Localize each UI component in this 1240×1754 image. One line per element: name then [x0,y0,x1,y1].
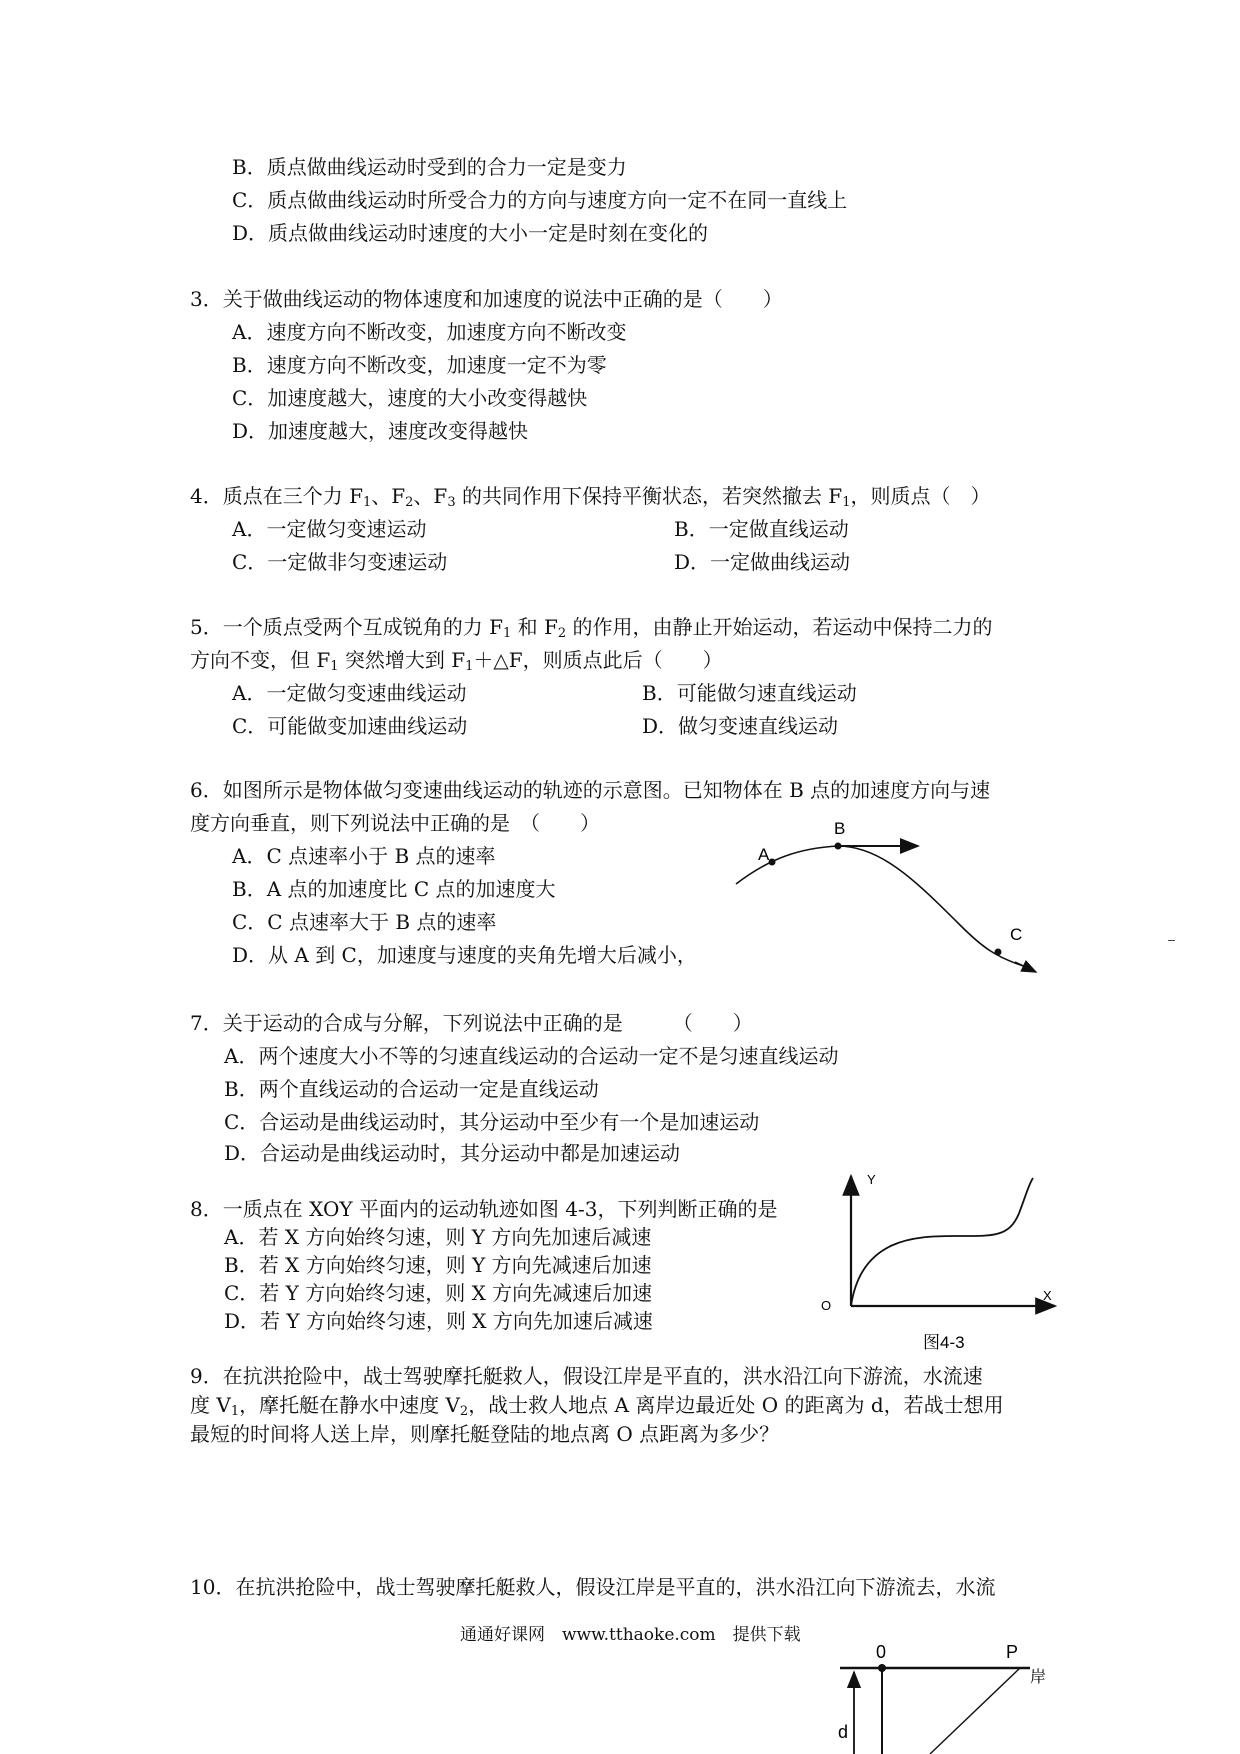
label-p: P [1006,1642,1019,1662]
fig-caption: 图4-3 [923,1333,965,1352]
label-a: A [758,845,770,864]
q7-option-d: D．合运动是曲线运动时，其分运动中都是加速运动 [224,1141,681,1165]
q9-line2: 度 $V_1$，摩托艇在静水中速度 $V_2$，战士救人地点 A 离岸边最近处 O 的距离为 d，若战士想用 [190,1393,1004,1419]
label-x: X [1043,1288,1052,1303]
point-o [878,1664,886,1672]
q4-stem: 4．质点在三个力 $F_1$、$F_2$、$F_3$ 的共同作用下保持平衡状态，若突然撤去 $F_1$，则质点（ ） [190,484,991,510]
q2-option-c: C．质点做曲线运动时所受合力的方向与速度方向一定不在同一直线上 [232,188,848,212]
page-footer: 通通好课网 www.tthaoke.com 提供下载 [460,1625,801,1645]
label-d: d [838,1722,849,1742]
q7-stem: 7．关于运动的合成与分解，下列说法中正确的是 （ ） [190,1011,753,1035]
q6-option-a: A．C 点速率小于 B 点的速率 [232,844,496,868]
q4-option-b: B．一定做直线运动 [674,517,849,541]
q3-option-a: A．速度方向不断改变，加速度方向不断改变 [232,320,627,344]
q3-option-c: C．加速度越大，速度的大小改变得越快 [232,386,588,410]
trajectory-curve [851,1178,1033,1306]
q7-option-b: B．两个直线运动的合运动一定是直线运动 [224,1077,599,1101]
q4-option-c: C．一定做非匀变速运动 [232,550,448,574]
q8-option-b: B．若 X 方向始终匀速，则 Y 方向先减速后加速 [224,1253,652,1277]
label-b: B [834,819,846,838]
q9-line1: 9．在抗洪抢险中，战士驾驶摩托艇救人，假设江岸是平直的，洪水沿江向下游流，水流速 [190,1364,983,1388]
label-o: 0 [876,1642,887,1662]
trajectory-curve [736,846,1030,968]
label-c: C [1010,925,1023,944]
q2-option-b: B．质点做曲线运动时受到的合力一定是变力 [232,155,627,179]
q5-stem-line1: 5．一个质点受两个互成锐角的力 $F_1$ 和 $F_2$ 的作用，由静止开始运动，若运动中保持二力的 [190,615,993,641]
q3-option-d: D．加速度越大，速度改变得越快 [232,419,529,443]
diagonal-path [930,1668,1020,1754]
q8-option-a: A．若 X 方向始终匀速，则 Y 方向先加速后减速 [224,1225,652,1249]
q8-option-d: D．若 Y 方向始终匀速，则 X 方向先加速后减速 [224,1309,653,1333]
q3-option-b: B．速度方向不断改变，加速度一定不为零 [232,353,607,377]
q4-option-a: A．一定做匀变速运动 [232,517,427,541]
q10-line1: 10．在抗洪抢险中，战士驾驶摩托艇救人，假设江岸是平直的，洪水沿江向下游流去，水流 [190,1575,996,1599]
q9-line3: 最短的时间将人送上岸，则摩托艇登陆的地点离 O 点距离为多少？ [190,1422,780,1446]
q5-option-d: D．做匀变速直线运动 [642,714,839,738]
q6-option-d: D．从 A 到 C，加速度与速度的夹角先增大后减小， [232,943,697,967]
end-arrow [1015,962,1036,972]
q8-stem: 8．一质点在 XOY 平面内的运动轨迹如图 4-3，下列判断正确的是 [190,1197,778,1221]
q6-stem-line1: 6．如图所示是物体做匀变速曲线运动的轨迹的示意图。已知物体在 B 点的加速度方向与速 [190,778,991,802]
q8-xy-graph [815,1168,1065,1352]
q5-option-c: C．可能做变加速曲线运动 [232,714,468,738]
q2-option-d: D．质点做曲线运动时速度的大小一定是时刻在变化的 [232,221,709,245]
q5-option-b: B．可能做匀速直线运动 [642,681,857,705]
q10-river-figure [820,1636,1070,1754]
q5-option-a: A．一定做匀变速曲线运动 [232,681,467,705]
q7-option-c: C．合运动是曲线运动时，其分运动中至少有一个是加速运动 [224,1110,760,1134]
q8-option-c: C．若 Y 方向始终匀速，则 X 方向先减速后加速 [224,1281,653,1305]
q5-stem-line2: 方向不变，但 $F_1$ 突然增大到 $F_1+\triangle F$，则质点此后（ ） [190,648,723,674]
label-y: Y [867,1172,876,1187]
q4-option-d: D．一定做曲线运动 [674,550,851,574]
label-bank: 岸 [1030,1669,1047,1686]
point-b [835,843,842,850]
q3-stem: 3．关于做曲线运动的物体速度和加速度的说法中正确的是（ ） [190,287,783,311]
q7-option-a: A．两个速度大小不等的匀速直线运动的合运动一定不是匀速直线运动 [224,1044,839,1068]
point-a [769,859,776,866]
point-c [995,949,1002,956]
stray-mark [1168,940,1175,941]
label-o: O [821,1298,832,1313]
q6-option-b: B．A 点的加速度比 C 点的加速度大 [232,877,556,901]
q6-trajectory-figure [730,810,1050,980]
q6-option-c: C．C 点速率大于 B 点的速率 [232,910,497,934]
q6-stem-line2: 度方向垂直，则下列说法中正确的是 （ ） [190,811,600,835]
